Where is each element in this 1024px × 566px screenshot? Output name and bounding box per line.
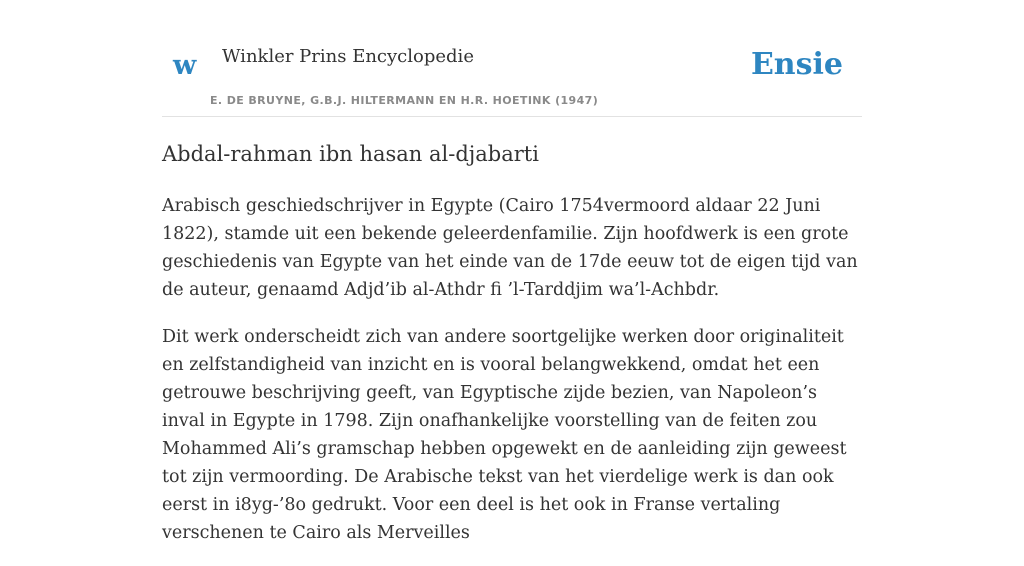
brand-logo[interactable]: Ensie bbox=[750, 47, 843, 82]
article-body bbox=[162, 192, 862, 566]
page bbox=[162, 0, 862, 543]
paragraph: Arabisch geschiedschrijver in Egypte (Cairo 1754vermoord aldaar 22 Juni 1822), stamde uit een bekende geleerdenfamilie. Zijn hoofdwerk is een grote geschiedenis van Egypte van het einde van de 17de eeuw tot de eigen tijd van de auteur, genaamd Adjd’ib al-Athdr fi ’l-Tarddjim wa’l-Achbdr. bbox=[162, 196, 858, 300]
authors-credit: E. DE BRUYNE, G.B.J. HILTERMANN EN H.R. HOETINK (1947) bbox=[210, 94, 599, 107]
article-title: Abdal-rahman ibn hasan al-djabarti bbox=[162, 142, 539, 166]
site-title[interactable]: Winkler Prins Encyclopedie bbox=[222, 46, 474, 67]
paragraph: Dit werk onderscheidt zich van andere soortgelijke werken door originaliteit en zelfstandigheid van inzicht en is vooral belangwekkend, omdat het een getrouwe beschrijving geeft, van Egyptische zijde bezien, van Napoleon’s inval in Egypte in 1798. Zijn onafhankelijke voorstelling van de feiten zou Mohammed Ali’s gramschap hebben opgewekt en de aanleiding zijn geweest tot zijn vermoording. De Arabische tekst van het vierdelige werk is dan ook eerst in i8yg-’8o gedrukt. Voor een deel is het ook in Franse vertaling verschenen te Cairo als Merveilles bbox=[162, 327, 847, 543]
logo-icon[interactable]: w bbox=[173, 50, 197, 81]
site-header bbox=[162, 0, 862, 117]
